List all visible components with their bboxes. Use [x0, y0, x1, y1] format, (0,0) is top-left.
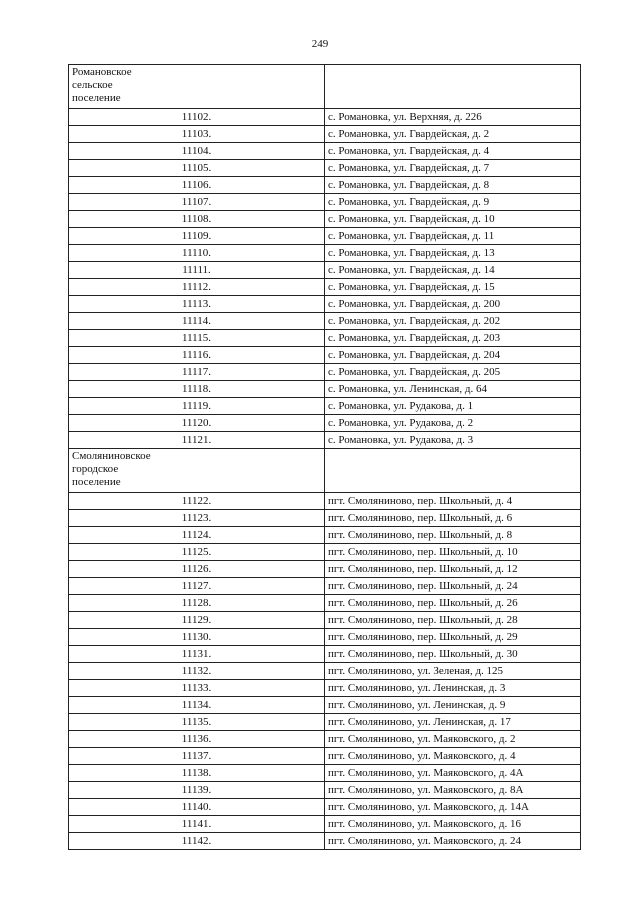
row-number: 11140.	[69, 799, 325, 816]
empty-cell	[325, 449, 581, 493]
table-row	[69, 415, 581, 432]
row-number: 11104.	[69, 143, 325, 160]
address-cell: пгт. Смоляниново, ул. Маяковского, д. 8А	[325, 782, 581, 799]
row-number: 11128.	[69, 595, 325, 612]
table-row	[69, 697, 581, 714]
row-number: 11107.	[69, 194, 325, 211]
table-row	[69, 731, 581, 748]
row-number: 11121.	[69, 432, 325, 449]
address-cell: пгт. Смоляниново, пер. Школьный, д. 10	[325, 544, 581, 561]
address-cell: пгт. Смоляниново, пер. Школьный, д. 29	[325, 629, 581, 646]
group-header-row	[69, 449, 581, 493]
address-cell: пгт. Смоляниново, пер. Школьный, д. 30	[325, 646, 581, 663]
page-number: 249	[311, 38, 329, 50]
table-row	[69, 228, 581, 245]
table-row	[69, 646, 581, 663]
table-row	[69, 782, 581, 799]
row-number: 11123.	[69, 510, 325, 527]
row-number: 11111.	[69, 262, 325, 279]
table-row	[69, 595, 581, 612]
row-number: 11106.	[69, 177, 325, 194]
table-row	[69, 765, 581, 782]
table-row	[69, 109, 581, 126]
table-row	[69, 330, 581, 347]
table-row	[69, 714, 581, 731]
row-number: 11133.	[69, 680, 325, 697]
table-row	[69, 262, 581, 279]
row-number: 11103.	[69, 126, 325, 143]
table-row	[69, 561, 581, 578]
table-row	[69, 629, 581, 646]
address-cell: с. Романовка, ул. Рудакова, д. 3	[325, 432, 581, 449]
table-row	[69, 143, 581, 160]
row-number: 11117.	[69, 364, 325, 381]
table-row	[69, 381, 581, 398]
address-cell: с. Романовка, ул. Гвардейская, д. 11	[325, 228, 581, 245]
address-cell: пгт. Смоляниново, ул. Ленинская, д. 17	[325, 714, 581, 731]
settlement-name	[69, 65, 325, 109]
row-number: 11115.	[69, 330, 325, 347]
address-cell: с. Романовка, ул. Гвардейская, д. 2	[325, 126, 581, 143]
settlement-name-line: сельское	[72, 79, 113, 91]
table-row	[69, 544, 581, 561]
row-number: 11119.	[69, 398, 325, 415]
row-number: 11109.	[69, 228, 325, 245]
row-number: 11139.	[69, 782, 325, 799]
address-cell: с. Романовка, ул. Гвардейская, д. 7	[325, 160, 581, 177]
group-header-row	[69, 65, 581, 109]
row-number: 11126.	[69, 561, 325, 578]
address-cell: пгт. Смоляниново, пер. Школьный, д. 26	[325, 595, 581, 612]
table-row	[69, 279, 581, 296]
table-row	[69, 296, 581, 313]
table-row	[69, 799, 581, 816]
table-row	[69, 493, 581, 510]
table-row	[69, 612, 581, 629]
address-cell: с. Романовка, ул. Ленинская, д. 64	[325, 381, 581, 398]
row-number: 11132.	[69, 663, 325, 680]
table-row	[69, 364, 581, 381]
table-row	[69, 160, 581, 177]
table-row	[69, 578, 581, 595]
address-table	[68, 64, 581, 850]
table-row	[69, 398, 581, 415]
row-number: 11116.	[69, 347, 325, 364]
settlement-name-line: Смоляниновское	[72, 450, 151, 462]
row-number: 11114.	[69, 313, 325, 330]
row-number: 11135.	[69, 714, 325, 731]
address-cell: пгт. Смоляниново, пер. Школьный, д. 12	[325, 561, 581, 578]
address-cell: пгт. Смоляниново, пер. Школьный, д. 6	[325, 510, 581, 527]
address-cell: с. Романовка, ул. Гвардейская, д. 13	[325, 245, 581, 262]
address-cell: пгт. Смоляниново, пер. Школьный, д. 8	[325, 527, 581, 544]
address-cell: с. Романовка, ул. Гвардейская, д. 4	[325, 143, 581, 160]
table-row	[69, 211, 581, 228]
row-number: 11108.	[69, 211, 325, 228]
row-number: 11131.	[69, 646, 325, 663]
address-cell: с. Романовка, ул. Гвардейская, д. 10	[325, 211, 581, 228]
row-number: 11136.	[69, 731, 325, 748]
row-number: 11120.	[69, 415, 325, 432]
address-cell: пгт. Смоляниново, ул. Ленинская, д. 3	[325, 680, 581, 697]
address-cell: с. Романовка, ул. Гвардейская, д. 15	[325, 279, 581, 296]
table-row	[69, 313, 581, 330]
table-row	[69, 432, 581, 449]
table-row	[69, 347, 581, 364]
address-cell: с. Романовка, ул. Рудакова, д. 1	[325, 398, 581, 415]
row-number: 11102.	[69, 109, 325, 126]
table-row	[69, 194, 581, 211]
address-cell: пгт. Смоляниново, ул. Маяковского, д. 16	[325, 816, 581, 833]
settlement-name-line: поселение	[72, 92, 121, 104]
address-cell: пгт. Смоляниново, пер. Школьный, д. 24	[325, 578, 581, 595]
row-number: 11112.	[69, 279, 325, 296]
address-cell: с. Романовка, ул. Рудакова, д. 2	[325, 415, 581, 432]
row-number: 11127.	[69, 578, 325, 595]
table-row	[69, 510, 581, 527]
row-number: 11105.	[69, 160, 325, 177]
table-row	[69, 816, 581, 833]
row-number: 11142.	[69, 833, 325, 850]
address-cell: пгт. Смоляниново, пер. Школьный, д. 28	[325, 612, 581, 629]
address-cell: пгт. Смоляниново, ул. Ленинская, д. 9	[325, 697, 581, 714]
address-cell: с. Романовка, ул. Гвардейская, д. 204	[325, 347, 581, 364]
table-row	[69, 833, 581, 850]
row-number: 11124.	[69, 527, 325, 544]
address-cell: пгт. Смоляниново, ул. Зеленая, д. 125	[325, 663, 581, 680]
settlement-name-line: Романовское	[72, 66, 132, 78]
row-number: 11138.	[69, 765, 325, 782]
table-row	[69, 126, 581, 143]
row-number: 11134.	[69, 697, 325, 714]
address-cell: с. Романовка, ул. Гвардейская, д. 202	[325, 313, 581, 330]
address-cell: пгт. Смоляниново, ул. Маяковского, д. 2	[325, 731, 581, 748]
table-row	[69, 245, 581, 262]
address-cell: с. Романовка, ул. Гвардейская, д. 200	[325, 296, 581, 313]
row-number: 11137.	[69, 748, 325, 765]
row-number: 11122.	[69, 493, 325, 510]
address-cell: с. Романовка, ул. Гвардейская, д. 205	[325, 364, 581, 381]
address-cell: пгт. Смоляниново, ул. Маяковского, д. 24	[325, 833, 581, 850]
row-number: 11130.	[69, 629, 325, 646]
settlement-name	[69, 449, 325, 493]
address-cell: с. Романовка, ул. Гвардейская, д. 8	[325, 177, 581, 194]
row-number: 11129.	[69, 612, 325, 629]
empty-cell	[325, 65, 581, 109]
address-cell: с. Романовка, ул. Гвардейская, д. 9	[325, 194, 581, 211]
address-cell: пгт. Смоляниново, ул. Маяковского, д. 4	[325, 748, 581, 765]
row-number: 11113.	[69, 296, 325, 313]
table-body	[69, 65, 581, 850]
table-row	[69, 680, 581, 697]
address-cell: пгт. Смоляниново, пер. Школьный, д. 4	[325, 493, 581, 510]
row-number: 11110.	[69, 245, 325, 262]
row-number: 11125.	[69, 544, 325, 561]
address-cell: пгт. Смоляниново, ул. Маяковского, д. 4А	[325, 765, 581, 782]
settlement-name-line: поселение	[72, 476, 121, 488]
address-cell: с. Романовка, ул. Верхняя, д. 226	[325, 109, 581, 126]
settlement-name-line: городское	[72, 463, 119, 475]
table-row	[69, 663, 581, 680]
table-row	[69, 748, 581, 765]
address-cell: пгт. Смоляниново, ул. Маяковского, д. 14А	[325, 799, 581, 816]
table-row	[69, 177, 581, 194]
table-row	[69, 527, 581, 544]
address-cell: с. Романовка, ул. Гвардейская, д. 14	[325, 262, 581, 279]
row-number: 11118.	[69, 381, 325, 398]
row-number: 11141.	[69, 816, 325, 833]
address-cell: с. Романовка, ул. Гвардейская, д. 203	[325, 330, 581, 347]
